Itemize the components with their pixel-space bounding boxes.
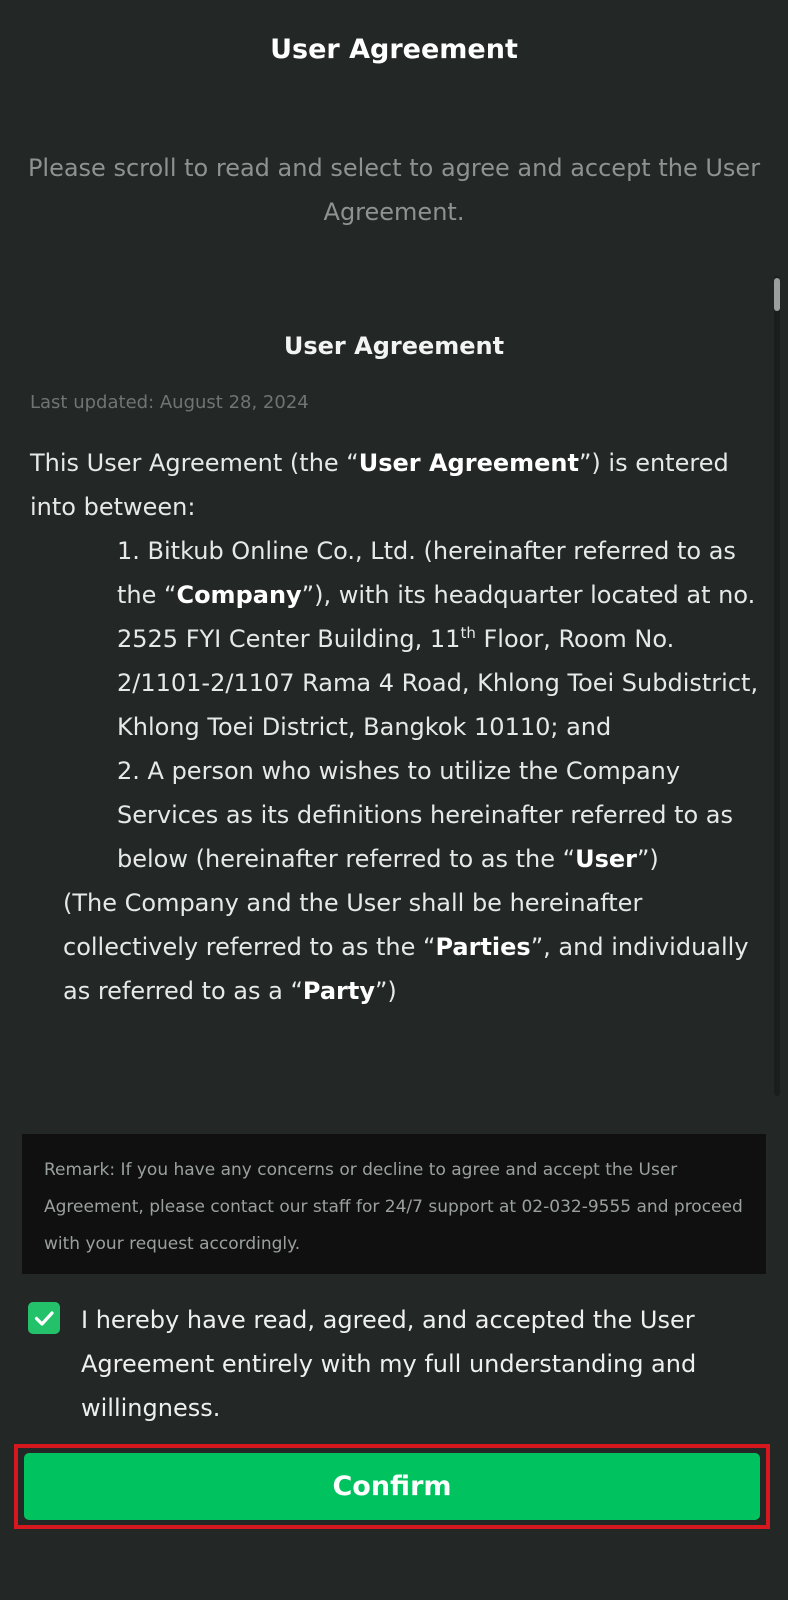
party-item-user: 2. A person who wishes to utilize the Company Services as its definitions hereinafter referred to as below (hereinafter referred to as the “User”) [117,757,734,873]
last-updated-date: Last updated: August 28, 2024 [30,392,309,413]
intro-paragraph: This User Agreement (the “User Agreement”) is entered into between: [30,449,729,521]
remark-text: Remark: If you have any concerns or decline to agree and accept the User Agreement, please contact our staff for 24/7 support at 02-032-9555 and proceed with your request accordingly. [44,1160,743,1254]
agreement-checkbox[interactable] [28,1302,60,1334]
party-item-company: 1. Bitkub Online Co., Ltd. (hereinafter referred to as the “Company”), with its headquarter located at no. 2525 FYI Center Building, 11th Floor, Room No. 2/1101-2/1107 Rama 4 Road, Khlong Toei Subdistrict, Khlong Toei District, Bangkok 10110; and [117,537,759,741]
scrollbar-thumb[interactable] [774,278,780,311]
parties-definition: (The Company and the User shall be hereinafter collectively referred to as the “Parties”, and individually as referred to as a “Party”) [63,889,749,1005]
document-title: User Agreement [283,332,505,360]
agreement-checkbox-label[interactable]: I hereby have read, agreed, and accepted the User Agreement entirely with my full understanding and willingness. [81,1306,697,1422]
page-title: User Agreement [270,34,518,65]
checkmark-icon [28,1302,60,1334]
agreement-scroll-area[interactable] [0,276,788,1096]
remark-box [22,1134,766,1274]
scroll-instruction: Please scroll to read and select to agree and accept the User Agreement. [27,154,761,226]
confirm-button[interactable]: Confirm [24,1453,760,1520]
confirm-button-highlight [14,1444,770,1529]
document-body [30,441,759,1013]
scrollbar[interactable] [774,276,780,1096]
